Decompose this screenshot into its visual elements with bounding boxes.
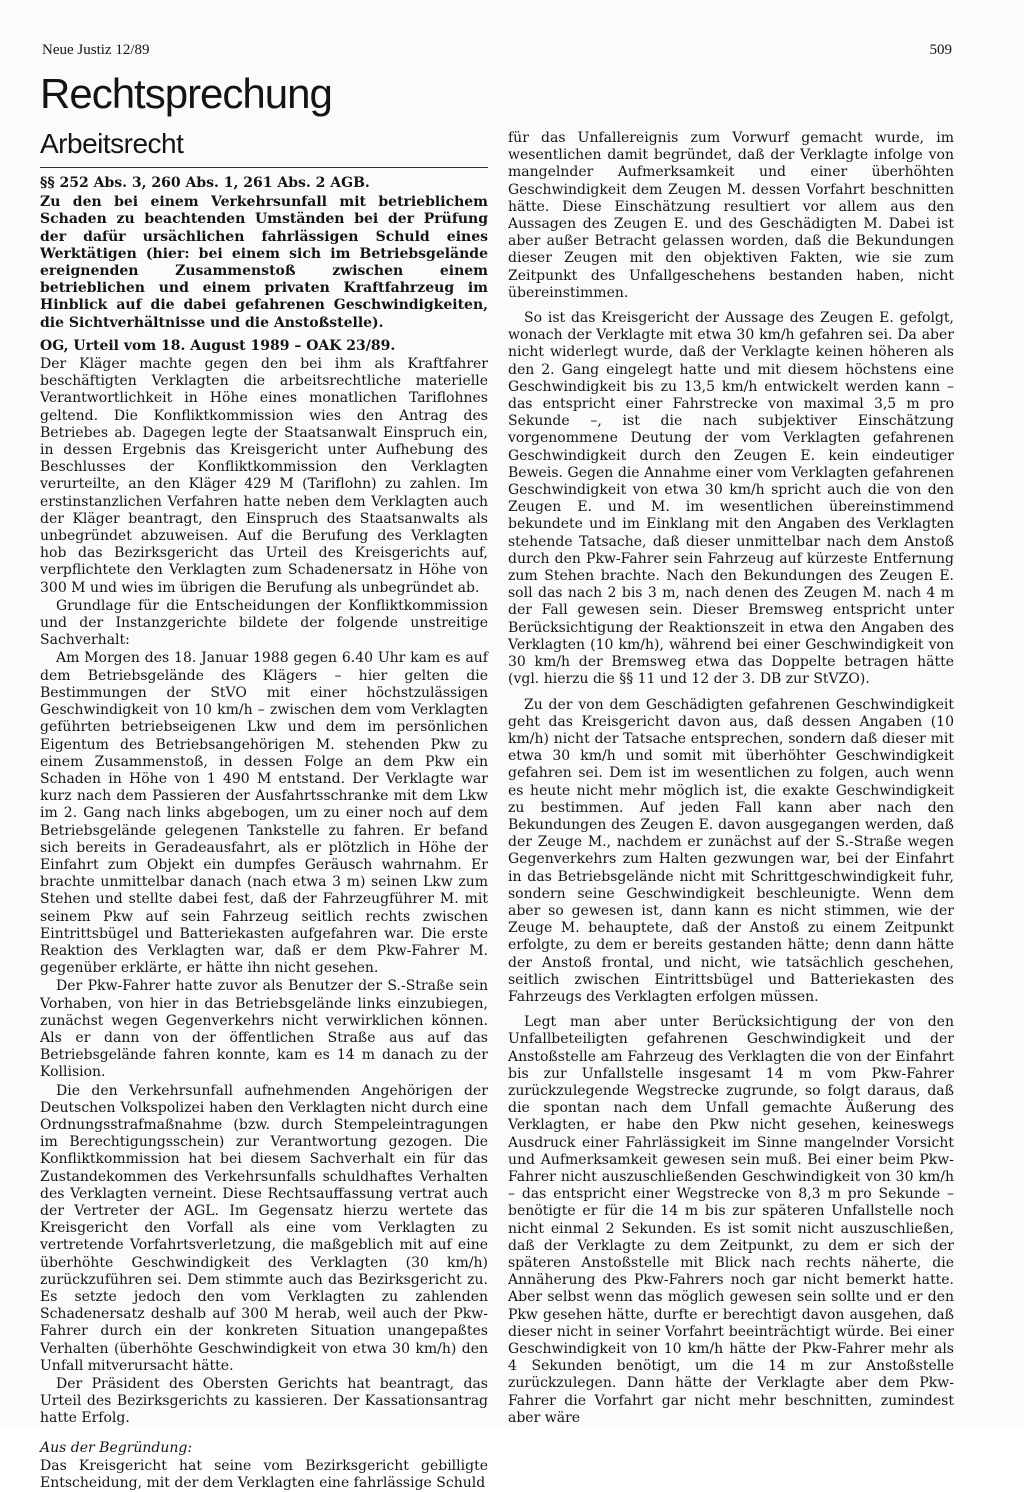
section-title: Rechtsprechung bbox=[40, 70, 332, 117]
headnote-text: Zu den bei einem Verkehrsunfall mit betrieblichem Schaden zu beachtenden Umständen bei der Prüfung der dafür ursächlichen fahrlässigen Schuld eines Werktätigen (hier: bei einem sich im Betriebsgelände ereignenden Zusammenstoß zwischen einem betrieblichen und einem privaten Kraftfahrzeug im Hinblick auf die dabei gefahrenen Geschwindigkeiten, die Sichtverhältnisse und die Anstoßstelle). bbox=[40, 194, 488, 331]
paragraph: für das Unfallereignis zum Vorwurf gemacht wurde, im wesentlichen damit begründet, daß der Verklagte infolge von mangelnder Aufmerksamkeit und einer überhöhten Geschwindigkeit dem Zeugen M. dessen Vorfahrt beschnitten hätte. Diese Einschätzung resultiert vor allem aus den Aussagen des Zeugen E. und des Geschädigten M. Dabei ist aber außer Betracht gelassen worden, daß die Bekundungen dieser Zeugen mit den objektiven Fakten, wie sie zum Zeitpunkt des Unfallgeschehens bestanden haben, nicht übereinstimmen. bbox=[508, 130, 954, 301]
paragraph: Am Morgen des 18. Januar 1988 gegen 6.40 Uhr kam es auf dem Betriebsgelände des Klägers – hier gelten die Bestimmungen der StVO mit einer höchstzulässigen Geschwindigkeit von 10 km/h – zwischen dem vom Verklagten geführten betriebseigenen Lkw und dem im persönlichen Eigentum des Betriebsangehörigen M. stehenden Pkw zu einem Zusammenstoß, in dessen Folge an dem Pkw ein Schaden in Höhe von 1 490 M entstand. Der Verklagte war kurz nach dem Passieren der Ausfahrtsschranke mit dem Lkw im 2. Gang nach links abgebogen, um zu einer noch auf dem Betriebsgelände gelegenen Tankstelle zu fahren. Er befand sich bereits in Geradeausfahrt, als er plötzlich in Höhe der Einfahrt zum Objekt ein dumpfes Geräusch wahrnahm. Er brachte unmittelbar danach (nach etwa 3 m) seinen Lkw zum Stehen und stellte dabei fest, daß der Fahrzeugführer M. mit seinem Pkw auf sein Fahrzeug seitlich rechts zwischen Eintrittsbügel und Batteriekasten aufgefahren war. Die erste Reaktion des Verklagten war, daß er dem Pkw-Fahrer M. gegenüber erklärte, er hätte ihn nicht gesehen. bbox=[40, 650, 488, 977]
paragraph: Die den Verkehrsunfall aufnehmenden Angehörigen der Deutschen Volkspolizei haben den Verklagten nicht durch eine Ordnungsstrafmaßnahme (bzw. durch Stempeleintragungen im Berechtigungsschein) zur Verantwortung gezogen. Die Konfliktkommission hat bei diesem Sachverhalt ein für das Zustandekommen des Verkehrsunfalls schuldhaftes Verhalten des Verklagten verneint. Diese Rechtsauffassung vertrat auch der Vertreter der AGL. Im Gegensatz hierzu wertete das Kreisgericht den Vorfall als eine vom Verklagten zu vertretende Vorfahrtsverletzung, die maßgeblich mit auf eine überhöhte Geschwindigkeit des Verklagten (30 km/h) zurückzuführen sei. Dem stimmte auch das Bezirksgericht zu. Es setzte jedoch den vom Verklagten zu zahlenden Schadenersatz deshalb auf 300 M herab, weil auch der Pkw-Fahrer durch ein der konkreten Situation unangepaßtes Verhalten (überhöhte Geschwindigkeit von etwa 30 km/h) den Unfall mitverursacht hätte. bbox=[40, 1082, 488, 1374]
paragraph: Der Präsident des Obersten Gerichts hat beantragt, das Urteil des Bezirksgerichts zu kassieren. Der Kassationsantrag hatte Erfolg. bbox=[40, 1376, 488, 1427]
page-number: 509 bbox=[929, 42, 952, 58]
begruendung-heading: Aus der Begründung: bbox=[40, 1439, 193, 1456]
paragraph: So ist das Kreisgericht der Aussage des Zeugen E. gefolgt, wonach der Verklagte mit etwa 30 km/h gefahren sei. Da aber nicht widerlegt wurde, daß der Verklagte keinen höheren als den 2. Gang eingelegt hatte und mit diesem höchstens eine Geschwindigkeit bis zu 13,5 km/h entwickelt werden kann – das entspricht einer Fahrstrecke von maximal 3,5 m pro Sekunde –, ist die nach subjektiver Einschätzung vorgenommene Deutung der vom Verklagten gefahrenen Geschwindigkeit durch den Zeugen E. kein eindeutiger Beweis. Gegen die Annahme einer vom Verklagten gefahrenen Geschwindigkeit von etwa 30 km/h spricht auch die von den Zeugen E. und M. im wesentlichen übereinstimmend bekundete und im Einklang mit den Angaben des Verklagten stehende Tatsache, daß dieser unmittelbar nach dem Anstoß durch den Pkw-Fahrer sein Fahrzeug auf kürzeste Entfernung zum Stehen brachte. Nach den Bekundungen des Zeugen E. soll das nach 2 bis 3 m, nach denen des Zeugen M. nach 4 m der Fall gewesen sein. Dieser Bremsweg entspricht unter Berücksichtigung der Reaktionszeit in etwa den Angaben des Verklagten (10 km/h), während bei einer Geschwindigkeit von 30 km/h der Bremsweg etwa das Doppelte betragen hätte (vgl. hierzu die §§ 11 und 12 der 3. DB zur StVZO). bbox=[508, 310, 954, 688]
journal-header: Neue Justiz 12/89 bbox=[42, 42, 150, 58]
paragraph: Grundlage für die Entscheidungen der Konfliktkommission und der Instanzgerichte bildete der folgende unstreitige Sachverhalt: bbox=[40, 597, 488, 649]
paragraph: Der Pkw-Fahrer hatte zuvor als Benutzer der S.-Straße sein Vorhaben, von hier in das Betriebsgelände links einzubiegen, zunächst wegen Gegenverkehrs nicht verwirklichen können. Als er dann von der öffentlichen Straße aus auf das Betriebsgelände fahren konnte, kam es 14 m danach zu der Kollision. bbox=[40, 978, 488, 1081]
paragraph: Legt man aber unter Berücksichtigung der von den Unfallbeteiligten gefahrenen Geschwindigkeit und der Anstoßstelle am Fahrzeug des Verklagten die von der Einfahrt bis zur Unfallstelle insgesamt 14 m vom Pkw-Fahrer zurückzulegende Wegstrecke zugrunde, so folgt daraus, daß die spontan nach dem Unfall gemachte Äußerung des Verklagten, er habe den Pkw nicht gesehen, keineswegs Ausdruck einer Fahrlässigkeit im Sinne mangelnder Vorsicht und Aufmerksamkeit gewesen sein muß. Bei einer beim Pkw-Fahrer nicht auszuschließenden Geschwindigkeit von 30 km/h – das entspricht einer Wegstrecke von 8,3 m pro Sekunde – benötigte er für die 14 m bis zur späteren Unfallstelle noch nicht einmal 2 Sekunden. Es ist somit nicht auszuschließen, daß der Verklagte zu dem Zeitpunkt, zu dem er sich der späteren Anstoßstelle mit Blick nach rechts näherte, die Annäherung des Pkw-Fahrers noch gar nicht bemerkt hatte. Aber selbst wenn das möglich gewesen sein sollte und er den Pkw gesehen hätte, durfte er berechtigt davon ausgehen, daß dieser nicht in seiner Vorfahrt beeinträchtigt würde. Bei einer Geschwindigkeit von 10 km/h hätte der Pkw-Fahrer mehr als 4 Sekunden benötigt, um die 14 m zur Anstoßstelle zurückzulegen. Dann hätte der Verklagte aber dem Pkw-Fahrer die Vorfahrt gar nicht mehr beschnitten, zumindest aber wäre bbox=[508, 1014, 954, 1426]
sub-title: Arbeitsrecht bbox=[40, 128, 184, 159]
title-rule bbox=[40, 167, 488, 168]
right-column bbox=[508, 130, 954, 1427]
left-column bbox=[40, 175, 488, 1492]
headnote-reference: OG, Urteil vom 18. August 1989 – OAK 23/89. bbox=[40, 337, 396, 354]
paragraph: Zu der von dem Geschädigten gefahrenen Geschwindigkeit geht das Kreisgericht davon aus, daß dessen Angaben (10 km/h) nicht der Tatsache entsprechen, sondern daß dieser mit etwa 30 km/h und somit mit überhöhter Geschwindigkeit gefahren sei. Dem ist im wesentlichen zu folgen, auch wenn es heute nicht mehr möglich ist, die exakte Geschwindigkeit zu bestimmen. Auf jeden Fall kann aber nach den Bekundungen des Zeugen E. davon ausgegangen werden, daß der Zeuge M., nachdem er zunächst auf der S.-Straße wegen Gegenverkehrs zum Halten gezwungen war, bei der Einfahrt in das Betriebsgelände nicht mit Schrittgeschwindigkeit fuhr, sondern seine Geschwindigkeit beschleunigte. Wenn dem aber so gewesen ist, dann kann es nicht stimmen, wie der Zeuge M. behauptete, daß der Anstoß zu einem Zeitpunkt erfolgte, zu dem er bereits gestanden hätte; denn dann hätte der Anstoß frontal, und nicht, wie tatsächlich geschehen, seitlich zwischen Eintrittsbügel und Batteriekasten des Fahrzeugs des Verklagten erfolgen müssen. bbox=[508, 696, 954, 1005]
paragraph: Das Kreisgericht hat seine vom Bezirksgericht gebilligte Entscheidung, mit der dem Verklagten eine fahrlässige Schuld bbox=[40, 1457, 488, 1492]
headnote bbox=[40, 175, 488, 332]
paragraph: Der Kläger machte gegen den bei ihm als Kraftfahrer beschäftigten Verklagten die arbeitsrechtliche materielle Verantwortlichkeit in Höhe eines monatlichen Tariflohnes geltend. Die Konfliktkommission wies den Antrag des Betriebes ab. Dagegen legte der Staatsanwalt Einspruch ein, in dessen Ergebnis das Kreisgericht unter Aufhebung des Beschlusses der Konfliktkommission den Verklagten verurteilte, an den Kläger 429 M (Tariflohn) zu zahlen. Im erstinstanzlichen Verfahren hatte neben dem Verklagten auch der Kläger beantragt, den Einspruch des Staatsanwalts als unbegründet abzuweisen. Auf die Berufung des Verklagten hob das Bezirksgericht das Urteil des Kreisgerichts auf, verpflichtete den Verklagten zum Schadenersatz in Höhe von 300 M und wies im übrigen die Berufung als unbegründet ab. bbox=[40, 356, 488, 596]
headnote-citation: §§ 252 Abs. 3, 260 Abs. 1, 261 Abs. 2 AGB. bbox=[40, 175, 370, 191]
